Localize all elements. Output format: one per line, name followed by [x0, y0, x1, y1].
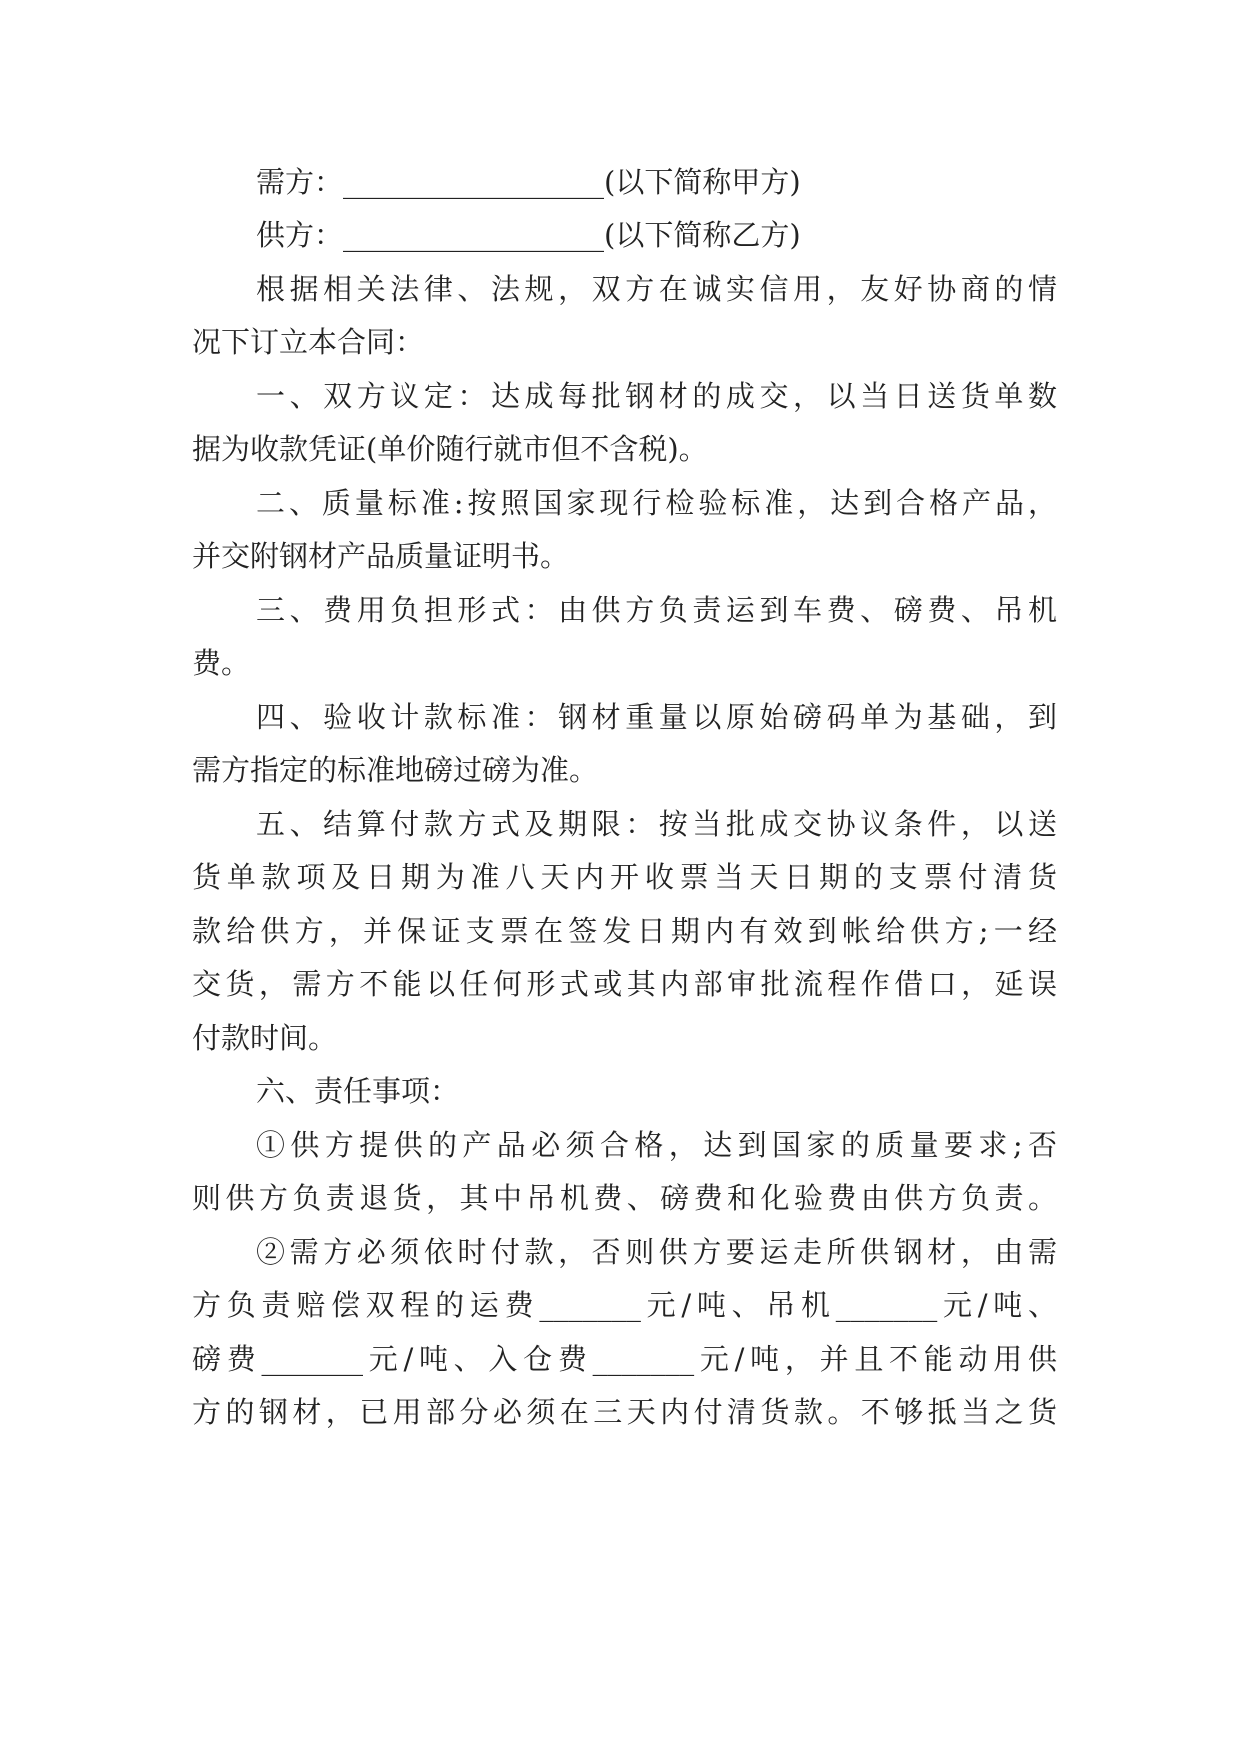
clause-6-item-1-line-2: 则供方负责退货，其中吊机费、磅费和化验费由供方负责。 [192, 1181, 1057, 1215]
clause-1-line-2: 据为收款凭证(单价随行就市但不含税)。 [192, 432, 708, 466]
clause-5-line-1: 五、结算付款方式及期限：按当批成交协议条件，以送 [256, 807, 1057, 841]
clause-5-line-4: 交货，需方不能以任何形式或其内部审批流程作借口，延误 [192, 967, 1057, 1001]
clause-2-line-1: 二、质量标准:按照国家现行检验标准，达到合格产品， [256, 486, 1057, 520]
clause-3-line-2: 费。 [192, 646, 251, 680]
clause-6-item-2-line-3: 磅费_______元/吨、入仓费_______元/吨，并且不能动用供 [192, 1342, 1057, 1376]
clause-4-line-1: 四、验收计款标准：钢材重量以原始磅码单为基础，到 [256, 700, 1057, 734]
demand-party-line: 需方：__________________(以下简称甲方) [256, 165, 801, 199]
clause-4-line-2: 需方指定的标准地磅过磅为准。 [192, 753, 599, 787]
clause-5-line-2: 货单款项及日期为准八天内开收票当天日期的支票付清货 [192, 860, 1057, 894]
supply-party-line: 供方：__________________(以下简称乙方) [256, 218, 801, 252]
clause-2-line-2: 并交附钢材产品质量证明书。 [192, 539, 570, 573]
clause-5-line-5: 付款时间。 [192, 1021, 338, 1055]
clause-6-heading: 六、责任事项： [256, 1074, 460, 1108]
clause-6-item-1-line-1: ①供方提供的产品必须合格，达到国家的质量要求;否 [256, 1128, 1057, 1162]
clause-6-item-2-line-4: 方的钢材，已用部分必须在三天内付清货款。不够抵当之货 [192, 1395, 1057, 1429]
preamble-line-1: 根据相关法律、法规，双方在诚实信用，友好协商的情 [256, 272, 1057, 306]
preamble-line-2: 况下订立本合同： [192, 325, 425, 359]
clause-3-line-1: 三、费用负担形式：由供方负责运到车费、磅费、吊机 [256, 593, 1057, 627]
clause-6-item-2-line-1: ②需方必须依时付款，否则供方要运走所供钢材，由需 [256, 1235, 1057, 1269]
clause-6-item-2-line-2: 方负责赔偿双程的运费_______元/吨、吊机_______元/吨、 [192, 1288, 1057, 1322]
clause-1-line-1: 一、双方议定：达成每批钢材的成交，以当日送货单数 [256, 379, 1057, 413]
clause-5-line-3: 款给供方，并保证支票在签发日期内有效到帐给供方;一经 [192, 914, 1057, 948]
